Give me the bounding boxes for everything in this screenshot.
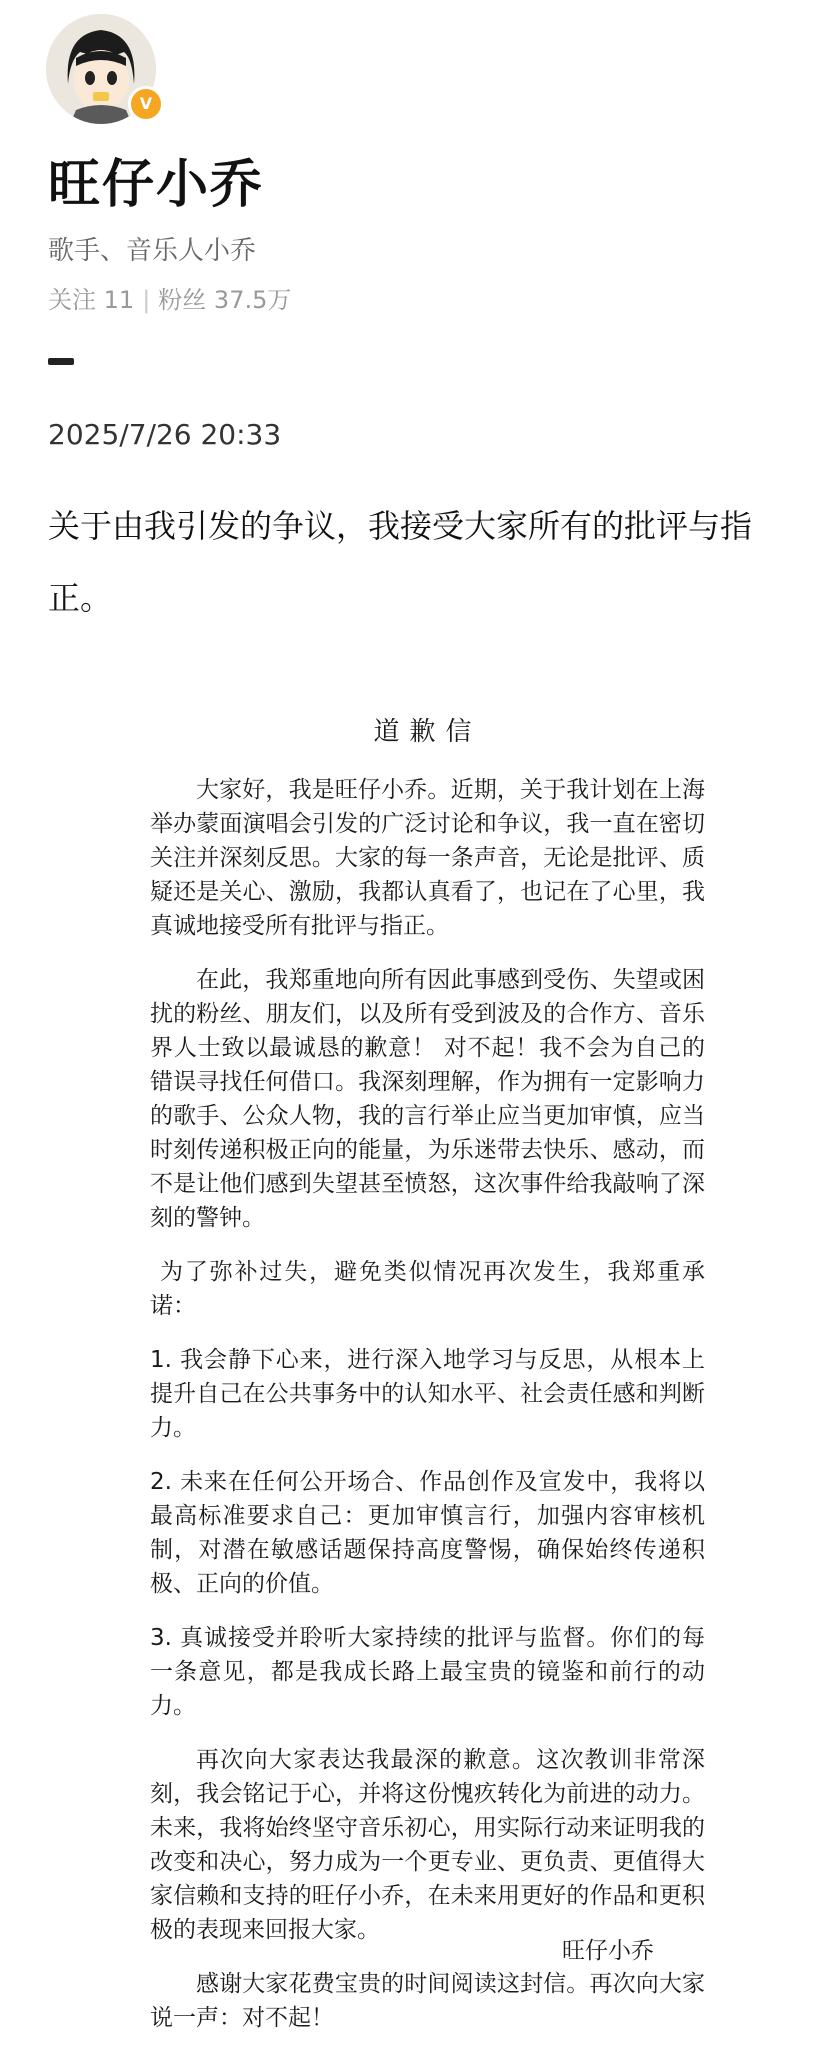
- post-text: 关于由我引发的争议，我接受大家所有的批评与指正。: [48, 507, 753, 617]
- stats-divider: |: [142, 286, 151, 314]
- apology-letter-image[interactable]: [150, 715, 705, 2055]
- letter-list-item: 1. 我会静下心来，进行深入地学习与反思，从根本上提升自己在公共事务中的认知水平、社会责任感和判断力。: [150, 1347, 705, 1441]
- profile-stats: [48, 280, 291, 315]
- following-count: 11: [103, 286, 135, 314]
- following-label: 关注: [48, 286, 96, 314]
- verified-badge-icon: V: [128, 86, 164, 122]
- letter-paragraph: 再次向大家表达我最深的歉意。这次教训非常深刻，我会铭记于心，并将这份愧疚转化为前进的动力。未来，我将始终坚守音乐初心，用实际行动来证明我的改变和决心，努力成为一个更专业、更负责、更值得大家信赖和支持的旺仔小乔，在未来用更好的作品和更积极的表现来回报大家。: [150, 1747, 705, 1943]
- letter-list-item: 3. 真诚接受并聆听大家持续的批评与监督。你们的每一条意见，都是我成长路上最宝贵的镜鉴和前行的动力。: [150, 1625, 705, 1719]
- letter-paragraph: 大家好，我是旺仔小乔。近期，关于我计划在上海举办蒙面演唱会引发的广泛讨论和争议，我一直在密切关注并深刻反思。大家的每一条声音，无论是批评、质疑还是关心、激励，我都认真看了，也记在了心里，我真诚地接受所有批评与指正。: [150, 777, 705, 939]
- letter-paragraph: 为了弥补过失，避免类似情况再次发生，我郑重承诺：: [150, 1259, 705, 1319]
- profile-bio: 歌手、音乐人小乔: [48, 236, 257, 266]
- profile-name[interactable]: 旺仔小乔: [48, 155, 265, 215]
- letter-list-item: 2. 未来在任何公开场合、作品创作及宣发中，我将以最高标准要求自己：更加审慎言行，加强内容审核机制，对潜在敏感话题保持高度警惕，确保始终传递积极、正向的价值。: [150, 1469, 705, 1597]
- post-timestamp: 2025/7/26 20:33: [48, 418, 282, 451]
- followers-link[interactable]: [158, 286, 291, 314]
- letter-paragraph: 感谢大家花费宝贵的时间阅读这封信。再次向大家说一声：对不起！: [150, 1971, 705, 2031]
- letter-paragraph: 在此，我郑重地向所有因此事感到受伤、失望或困扰的粉丝、朋友们，以及所有受到波及的合作方、音乐界人士致以最诚恳的歉意！ 对不起！我不会为自己的错误寻找任何借口。我深刻理解，作为拥有一定影响力的歌手、公众人物，我的言行举止应当更加审慎，应当时刻传递积极正向的能量，为乐迷带去快乐、感动，而不是让他们感到失望甚至愤怒，这次事件给我敲响了深刻的警钟。: [150, 967, 705, 1231]
- letter-signature: 旺仔小乔: [562, 1938, 654, 1964]
- followers-count: 37.5万: [213, 286, 292, 314]
- following-link[interactable]: [48, 286, 134, 314]
- section-divider: [48, 358, 74, 365]
- followers-label: 粉丝: [158, 286, 207, 314]
- letter-title: 道歉信: [373, 717, 482, 747]
